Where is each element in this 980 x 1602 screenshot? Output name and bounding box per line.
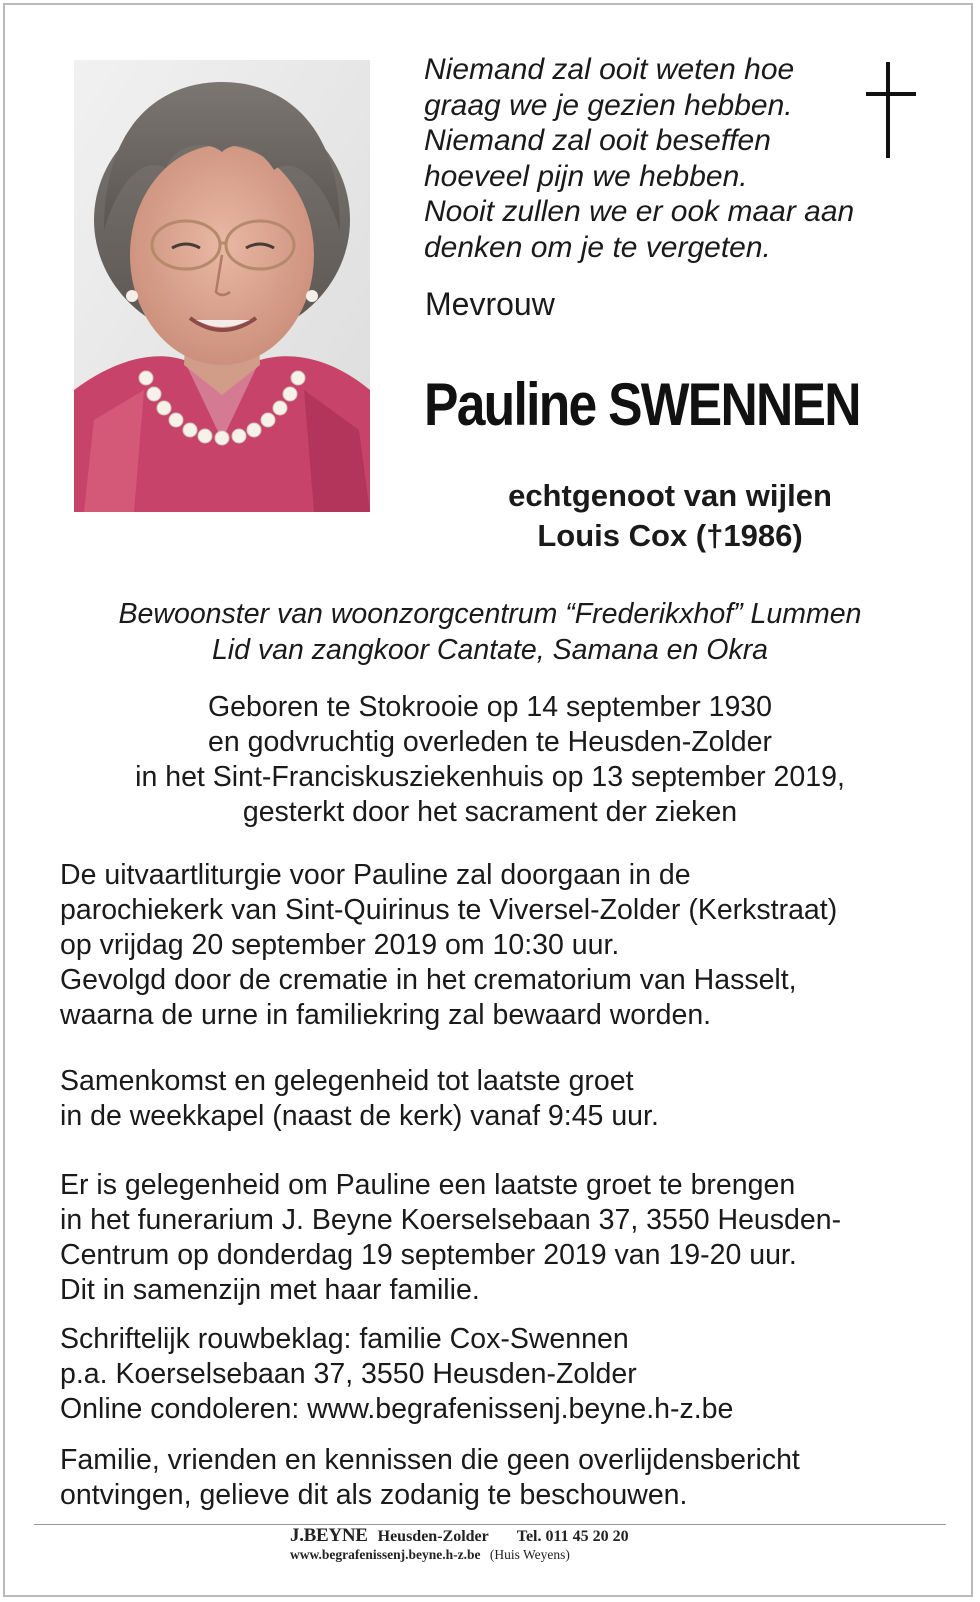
- poem-line: Niemand zal ooit beseffen: [424, 124, 771, 157]
- footer: [290, 1526, 750, 1563]
- funeral-line: De uitvaartliturgie voor Pauline zal doorgaan in de: [60, 859, 691, 891]
- spouse-line: Louis Cox (†1986): [537, 518, 803, 553]
- spouse-info: [470, 476, 870, 556]
- condolence-line: Online condoleren: www.begrafenissenj.beyne.h-z.be: [60, 1393, 734, 1425]
- gathering-line: in de weekkapel (naast de kerk) vanaf 9:45 uur.: [60, 1100, 659, 1132]
- affiliation-line: Lid van zangkoor Cantate, Samana en Okra: [211, 634, 769, 666]
- portrait-photo: [74, 60, 370, 512]
- poem: [424, 52, 864, 265]
- poem-line: Niemand zal ooit weten hoe: [424, 53, 795, 86]
- birth-death-line: in het Sint-Franciskusziekenhuis op 13 september 2019,: [135, 761, 845, 793]
- viewing-info: [60, 1168, 940, 1308]
- funeral-home-house: (Huis Weyens): [489, 1547, 570, 1562]
- affiliation-line: Bewoonster van woonzorgcentrum “Frederikxhof” Lummen: [118, 598, 862, 630]
- spouse-line: echtgenoot van wijlen: [508, 478, 832, 513]
- funeral-info: [60, 858, 940, 1033]
- cross-icon: [860, 62, 920, 160]
- viewing-line: Centrum op donderdag 19 september 2019 van 19-20 uur.: [60, 1239, 797, 1271]
- affiliations: [30, 596, 950, 668]
- gathering-line: Samenkomst en gelegenheid tot laatste groet: [60, 1065, 634, 1097]
- viewing-line: Dit in samenzijn met haar familie.: [60, 1274, 480, 1306]
- condolence-info: [60, 1322, 940, 1427]
- footer-divider: [34, 1524, 946, 1525]
- condolence-line: Schriftelijk rouwbeklag: familie Cox-Swennen: [60, 1323, 629, 1355]
- closing-line: Familie, vrienden en kennissen die geen overlijdensbericht: [60, 1444, 800, 1476]
- funeral-home-brand: J.BEYNE: [290, 1525, 368, 1546]
- funeral-line: op vrijdag 20 september 2019 om 10:30 uur.: [60, 929, 620, 961]
- closing-note: [60, 1443, 940, 1513]
- birth-death-info: [30, 690, 950, 830]
- poem-line: hoeveel pijn we hebben.: [424, 159, 748, 193]
- funeral-line: parochiekerk van Sint-Quirinus te Viversel-Zolder (Kerkstraat): [60, 894, 838, 926]
- birth-death-line: gesterkt door het sacrament der zieken: [242, 796, 738, 828]
- viewing-line: in het funerarium J. Beyne Koerselsebaan 37, 3550 Heusden-: [60, 1204, 842, 1236]
- birth-death-line: Geboren te Stokrooie op 14 september 1930: [207, 691, 773, 723]
- funeral-line: waarna de urne in familiekring zal bewaard worden.: [60, 999, 712, 1031]
- poem-line: graag we je gezien hebben.: [424, 88, 793, 122]
- funeral-line: Gevolgd door de crematie in het crematorium van Hasselt,: [60, 964, 797, 996]
- birth-death-line: en godvruchtig overleden te Heusden-Zolder: [207, 726, 773, 758]
- funeral-home-phone: Tel. 011 45 20 20: [516, 1528, 629, 1545]
- viewing-line: Er is gelegenheid om Pauline een laatste groet te brengen: [60, 1169, 796, 1201]
- funeral-home-website[interactable]: www.begrafenissenj.beyne.h-z.be: [290, 1547, 481, 1562]
- poem-line: Nooit zullen we er ook maar aan: [424, 195, 855, 228]
- condolence-line: p.a. Koerselsebaan 37, 3550 Heusden-Zolder: [60, 1358, 637, 1390]
- poem-line: denken om je te vergeten.: [424, 230, 771, 264]
- deceased-name: Pauline SWENNEN: [424, 371, 860, 438]
- closing-line: ontvingen, gelieve dit als zodanig te beschouwen.: [60, 1479, 688, 1511]
- honorific: Mevrouw: [425, 286, 555, 322]
- funeral-home-town: Heusden-Zolder: [377, 1528, 489, 1545]
- gathering-info: [60, 1064, 940, 1134]
